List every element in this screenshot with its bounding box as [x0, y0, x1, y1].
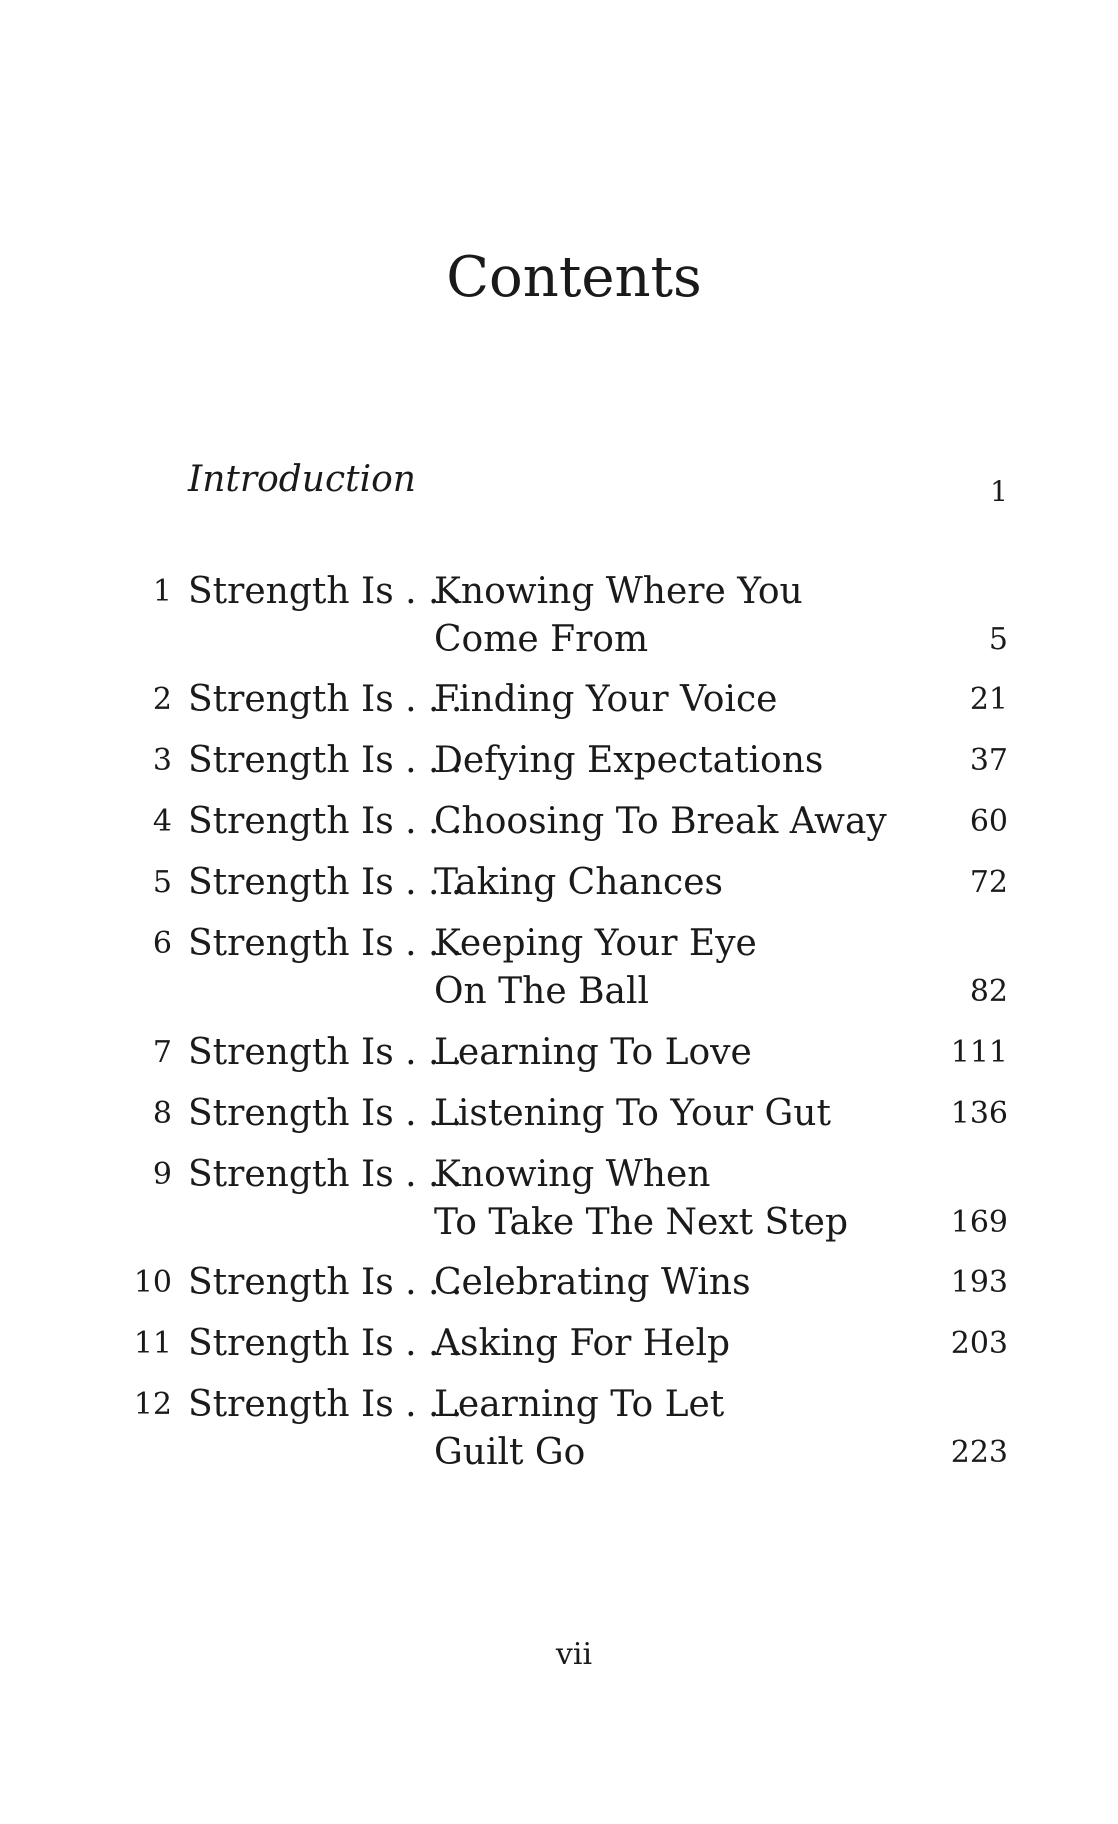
chapter-page-number: 5 [988, 622, 1008, 657]
chapter-number: 4 [152, 804, 172, 839]
chapter-title: Learning To Love [434, 1032, 752, 1073]
chapter-title: Knowing Where You Come From [434, 571, 803, 660]
chapter-title: Taking Chances [434, 862, 724, 903]
chapter-page-number: 60 [969, 804, 1008, 839]
chapter-page-number: 111 [950, 1035, 1008, 1070]
chapter-title: Knowing When To Take The Next Step [434, 1154, 849, 1243]
chapter-prefix: Strength Is . . . [188, 1262, 463, 1303]
chapter-title: Listening To Your Gut [434, 1093, 831, 1134]
chapter-title: Finding Your Voice [434, 679, 778, 720]
chapter-prefix: Strength Is . . . [188, 801, 463, 842]
intro-label: Introduction [188, 459, 416, 500]
chapter-number: 2 [152, 682, 172, 717]
chapter-prefix: Strength Is . . . [188, 1323, 463, 1364]
chapter-number: 11 [133, 1326, 172, 1361]
chapter-title: Defying Expectations [434, 740, 824, 781]
chapter-page-number: 223 [950, 1435, 1008, 1470]
chapter-number: 9 [152, 1157, 172, 1192]
chapter-page-number: 203 [950, 1326, 1008, 1361]
chapter-number: 10 [133, 1265, 172, 1300]
chapter-prefix: Strength Is . . . [188, 679, 463, 720]
chapter-prefix: Strength Is . . . [188, 1154, 463, 1195]
chapter-prefix: Strength Is . . . [188, 1384, 463, 1425]
chapter-number: 3 [152, 743, 172, 778]
chapter-title: Keeping Your Eye On The Ball [434, 923, 757, 1012]
chapter-prefix: Strength Is . . . [188, 571, 463, 612]
chapter-prefix: Strength Is . . . [188, 1032, 463, 1073]
chapter-number: 12 [133, 1387, 172, 1422]
page-title: Contents [446, 245, 702, 310]
chapter-prefix: Strength Is . . . [188, 862, 463, 903]
chapter-page-number: 136 [950, 1096, 1008, 1131]
chapter-title: Learning To Let Guilt Go [434, 1384, 725, 1473]
chapter-page-number: 193 [950, 1265, 1008, 1300]
chapter-number: 7 [152, 1035, 172, 1070]
chapter-page-number: 37 [969, 743, 1008, 778]
chapter-prefix: Strength Is . . . [188, 740, 463, 781]
page-folio: vii [555, 1637, 593, 1672]
chapter-title: Asking For Help [434, 1323, 731, 1364]
chapter-number: 8 [152, 1096, 172, 1131]
chapter-page-number: 169 [950, 1205, 1008, 1240]
chapter-page-number: 21 [969, 682, 1008, 717]
chapter-title: Celebrating Wins [434, 1262, 751, 1303]
chapter-page-number: 72 [969, 865, 1008, 900]
chapter-page-number: 82 [969, 974, 1008, 1009]
chapter-prefix: Strength Is . . . [188, 923, 463, 964]
chapter-prefix: Strength Is . . . [188, 1093, 463, 1134]
intro-page-number: 1 [990, 475, 1008, 508]
chapter-number: 1 [152, 574, 172, 609]
chapter-title: Choosing To Break Away [434, 801, 887, 842]
chapter-number: 6 [152, 926, 172, 961]
chapter-number: 5 [152, 865, 172, 900]
